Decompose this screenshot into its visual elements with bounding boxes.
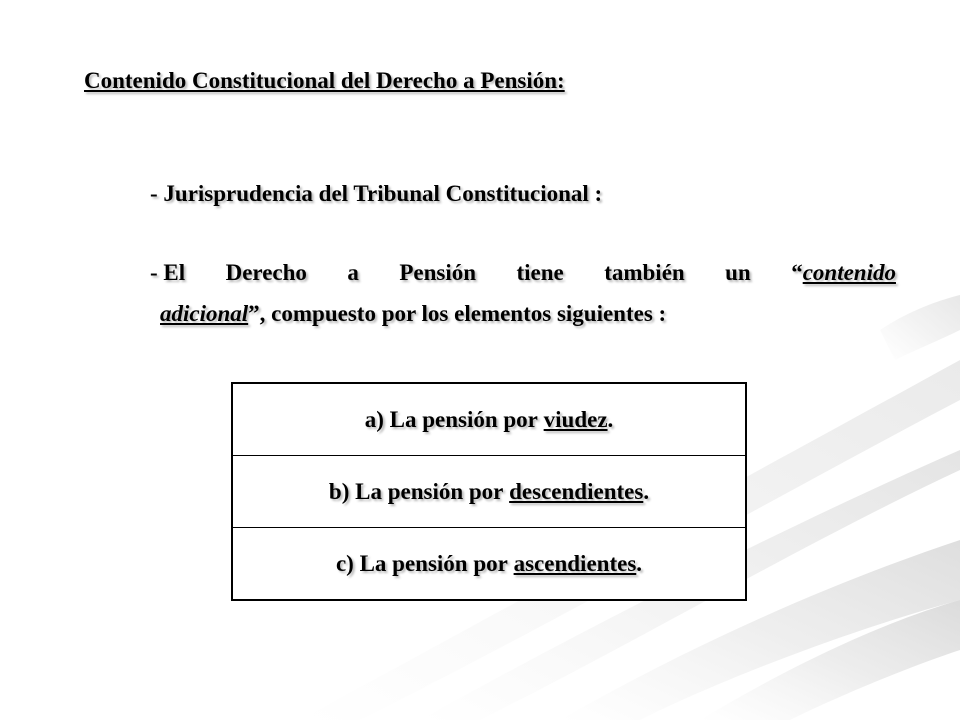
bullet-rest: , compuesto por los elementos siguientes :: [259, 301, 667, 326]
bullet-word: Derecho: [225, 260, 307, 285]
bullet-word: - El: [150, 260, 186, 285]
pension-elements-table: [231, 382, 747, 601]
row-term: descendientes: [509, 478, 644, 504]
emphasis-adicional: adicional: [160, 301, 249, 326]
bullet-word: también: [604, 260, 685, 285]
row-suffix: .: [643, 478, 650, 504]
row-term: viudez: [543, 406, 608, 432]
bullet-word: Pensión: [399, 260, 477, 285]
bullet-word: un: [725, 260, 751, 285]
bullet-word: tiene: [516, 260, 564, 285]
emphasis-contenido: [791, 252, 896, 293]
slide-title: Contenido Constitucional del Derecho a Pensión:: [84, 68, 565, 93]
bullet-line-2: [150, 293, 896, 334]
quote-open: “: [791, 260, 803, 285]
bullet-contenido-adicional: [150, 252, 896, 334]
table-row: [233, 456, 745, 528]
bullet-word: a: [347, 260, 359, 285]
row-suffix: .: [607, 406, 614, 432]
row-prefix: c) La pensión por: [335, 550, 508, 576]
table-row: [233, 384, 745, 456]
row-suffix: .: [636, 550, 643, 576]
row-prefix: b) La pensión por: [328, 478, 504, 504]
emphasis-word: contenido: [802, 260, 896, 285]
table-row: [233, 528, 745, 599]
row-term: ascendientes: [513, 550, 637, 576]
row-prefix: a) La pensión por: [364, 406, 538, 432]
bullet-jurisprudencia: - Jurisprudencia del Tribunal Constitucional :: [150, 181, 603, 206]
bullet-line-1: [150, 252, 896, 293]
quote-close: ”: [248, 301, 260, 326]
